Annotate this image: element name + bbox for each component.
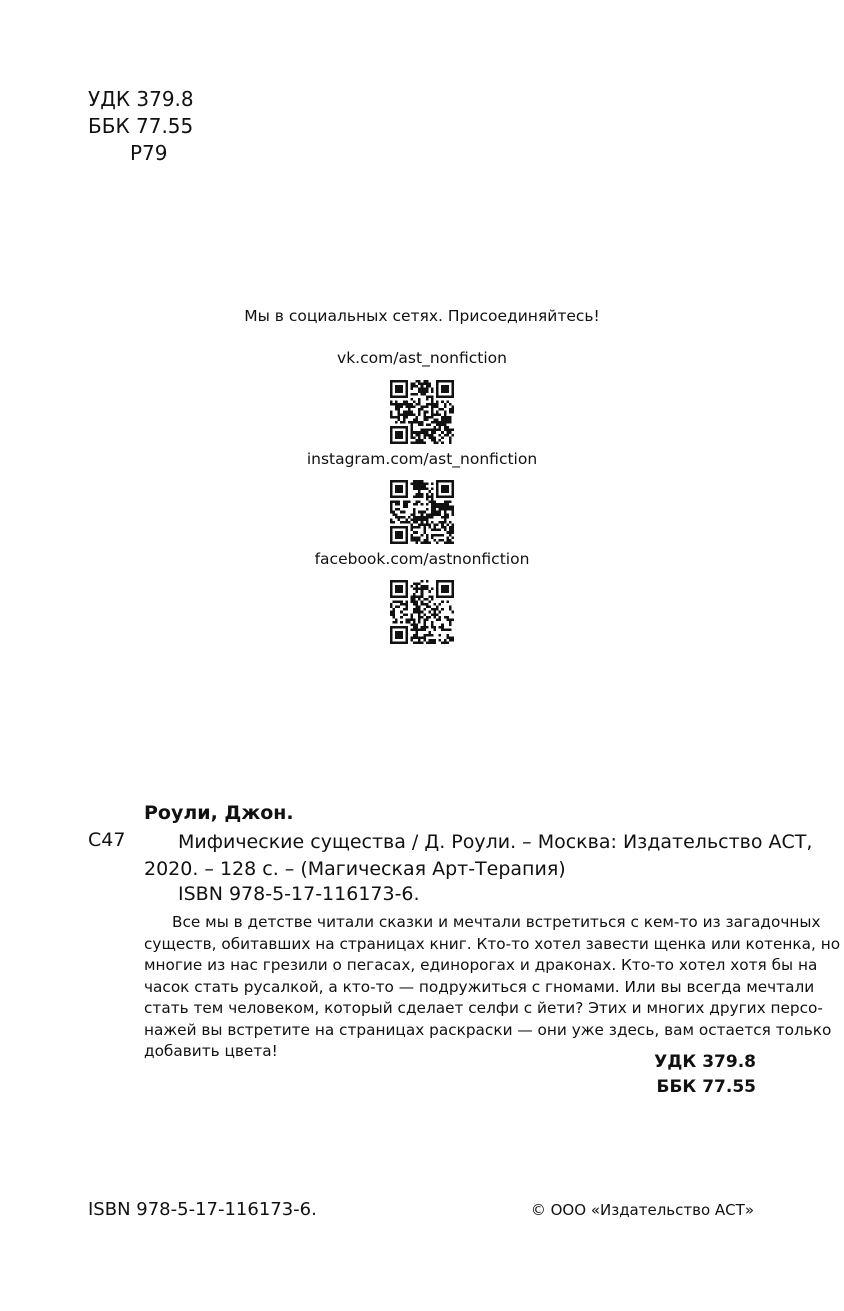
- facebook-link[interactable]: facebook.com/astnonfiction: [314, 550, 530, 568]
- qr-pattern: [390, 480, 454, 544]
- bibliographic-description: [144, 829, 813, 883]
- instagram-link[interactable]: instagram.com/ast_nonfiction: [306, 450, 538, 468]
- bib-line-2: 2020. – 128 с. – (Магическая Арт-Терапия): [144, 858, 566, 880]
- bbk-code-bold: ББК 77.55: [656, 1077, 756, 1097]
- footer-isbn: ISBN 978-5-17-116173-6.: [88, 1199, 317, 1220]
- udk-code: УДК 379.8: [88, 87, 194, 111]
- annotation-line: стать тем человеком, который сделает селфи с йети? Этих и многих других персо-: [144, 999, 823, 1017]
- author-sign: Р79: [130, 141, 168, 165]
- annotation-line: Все мы в детстве читали сказки и мечтали встретиться с кем-то из загадочных: [172, 913, 821, 931]
- annotation: [144, 912, 841, 1063]
- qr-code-icon[interactable]: [390, 580, 454, 644]
- bbk-code: ББК 77.55: [88, 114, 194, 138]
- annotation-line: многие из нас грезили о пегасах, единорогах и драконах. Кто-то хотел хотя бы на: [144, 956, 818, 974]
- qr-pattern: [390, 580, 454, 644]
- qr-code-icon[interactable]: [390, 380, 454, 444]
- udk-code-bold: УДК 379.8: [654, 1052, 756, 1072]
- qr-pattern: [390, 380, 454, 444]
- author-mark: С47: [88, 829, 126, 851]
- annotation-line: нажей вы встретите на страницах раскраски — они уже здесь, вам остается только: [144, 1020, 832, 1039]
- classification-summary: [654, 1050, 756, 1100]
- bib-line-1: Мифические существа / Д. Роули. – Москва: Издательство АСТ,: [178, 831, 813, 853]
- author-heading: Роули, Джон.: [144, 802, 294, 824]
- annotation-line: добавить цвета!: [144, 1042, 278, 1060]
- classification-codes: [88, 86, 194, 167]
- annotation-line: существ, обитавших на страницах книг. Кто-то хотел завести щенка или котенка, но: [144, 934, 841, 953]
- qr-code-icon[interactable]: [390, 480, 454, 544]
- social-title: Мы в социальных сетях. Присоединяйтесь!: [244, 307, 600, 325]
- vk-link[interactable]: vk.com/ast_nonfiction: [337, 349, 507, 367]
- annotation-line: часок стать русалкой, а кто-то — подружиться с гномами. Или вы всегда мечтали: [144, 977, 815, 996]
- isbn-record: ISBN 978-5-17-116173-6.: [178, 883, 420, 905]
- copyright: © ООО «Издательство АСТ»: [530, 1201, 754, 1219]
